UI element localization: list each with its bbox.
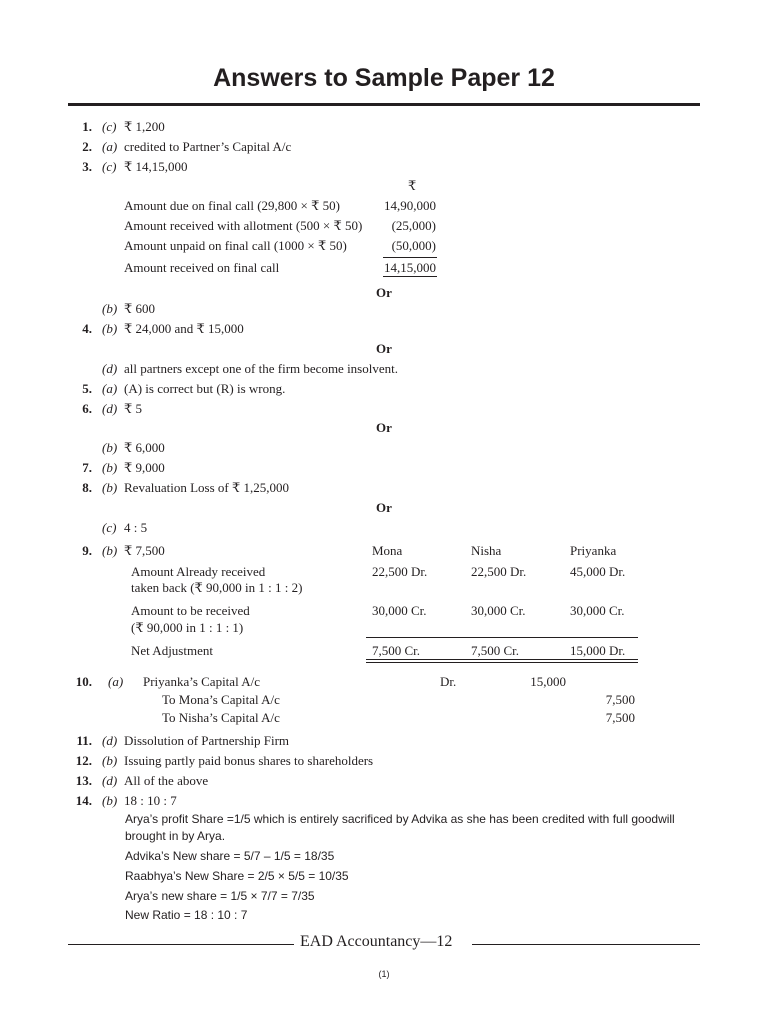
answer-option: (d) (102, 733, 118, 748)
answer-option: (d) (102, 773, 118, 788)
answer-option: (b) (102, 301, 118, 316)
row-label: taken back (₹ 90,000 in 1 : 1 : 2) (131, 580, 303, 595)
answer-text: 4 : 5 (124, 520, 148, 535)
question-number: 9. (82, 543, 92, 558)
question-number: 1. (82, 119, 92, 134)
footer-rule-right (472, 944, 700, 945)
answer-text: ₹ 14,15,000 (124, 159, 188, 174)
row-label: Net Adjustment (131, 643, 213, 658)
page-number: (1) (378, 969, 390, 979)
answer-text: ₹ 7,500 (124, 543, 165, 558)
answer-text: All of the above (124, 773, 209, 788)
question-number: 8. (82, 480, 92, 495)
answer-option: (c) (102, 119, 117, 134)
calc-line: Raabhya’s New Share = 2/5 × 5/5 = 10/35 (125, 869, 349, 883)
or-separator: Or (376, 420, 392, 435)
table-rule (366, 659, 638, 660)
cell-value: 15,000 Dr. (570, 643, 626, 658)
question-number: 14. (75, 793, 92, 808)
calc-label: Amount unpaid on final call (1000 × ₹ 50) (124, 238, 347, 253)
question-number: 3. (82, 159, 92, 174)
journal-credit-amount: 7,500 (605, 710, 635, 725)
calc-label: Amount received on final call (124, 260, 280, 275)
journal-debit-account: Priyanka’s Capital A/c (143, 674, 260, 689)
answer-text: ₹ 1,200 (124, 119, 165, 134)
question-number: 10. (75, 674, 92, 689)
question-number: 5. (82, 381, 92, 396)
sum-rule (383, 257, 437, 258)
table-rule (366, 662, 638, 663)
answer-option: (d) (102, 361, 118, 376)
column-header-nisha: Nisha (471, 543, 502, 558)
question-number: 7. (82, 460, 92, 475)
answer-option: (a) (102, 139, 118, 154)
calc-label: Amount due on final call (29,800 × ₹ 50) (124, 198, 340, 213)
total-rule (383, 276, 437, 277)
or-separator: Or (376, 285, 392, 300)
answer-text: ₹ 600 (124, 301, 156, 316)
cell-value: 30,000 Cr. (471, 603, 526, 618)
table-rule (366, 637, 638, 638)
answer-text: Issuing partly paid bonus shares to shareholders (124, 753, 374, 768)
answer-text: 18 : 10 : 7 (124, 793, 177, 808)
cell-value: 22,500 Dr. (471, 564, 527, 579)
answer-option: (a) (108, 674, 124, 689)
answer-option: (b) (102, 793, 118, 808)
cell-value: 45,000 Dr. (570, 564, 626, 579)
explanation-text: brought in by Arya. (125, 829, 226, 843)
answer-text: ₹ 5 (124, 401, 143, 416)
column-header-priyanka: Priyanka (570, 543, 617, 558)
answer-text: ₹ 24,000 and ₹ 15,000 (124, 321, 244, 336)
answer-text: Dissolution of Partnership Firm (124, 733, 290, 748)
question-number: 13. (75, 773, 92, 788)
answer-text: all partners except one of the firm become insolvent. (124, 361, 398, 376)
answer-option: (c) (102, 159, 117, 174)
answer-option: (b) (102, 460, 118, 475)
cell-value: 7,500 Cr. (372, 643, 421, 658)
row-label: Amount to be received (131, 603, 250, 618)
answer-option: (b) (102, 321, 118, 336)
calc-value: (50,000) (391, 238, 436, 253)
answer-text: ₹ 6,000 (124, 440, 165, 455)
answer-option: (b) (102, 480, 118, 495)
title-rule (68, 103, 700, 106)
column-header-mona: Mona (372, 543, 403, 558)
journal-dr-marker: Dr. (440, 674, 457, 689)
answer-option: (d) (102, 401, 118, 416)
answer-option: (a) (102, 381, 118, 396)
calc-label: Amount received with allotment (500 × ₹ 50) (124, 218, 363, 233)
explanation-text: Arya’s profit Share =1/5 which is entirely sacrificed by Advika as she has been credited with full goodwill (125, 812, 675, 826)
row-label: (₹ 90,000 in 1 : 1 : 1) (131, 620, 244, 635)
answer-text: credited to Partner’s Capital A/c (124, 139, 292, 154)
journal-credit-account: To Mona’s Capital A/c (162, 692, 280, 707)
answer-option: (c) (102, 520, 117, 535)
calc-value: 14,15,000 (384, 260, 436, 275)
cell-value: 30,000 Cr. (372, 603, 427, 618)
or-separator: Or (376, 341, 392, 356)
calc-line: Advika’s New share = 5/7 – 1/5 = 18/35 (125, 849, 335, 863)
question-number: 2. (82, 139, 92, 154)
answer-option: (b) (102, 753, 118, 768)
journal-credit-amount: 7,500 (605, 692, 635, 707)
footer-rule-left (68, 944, 294, 945)
currency-header: ₹ (408, 178, 417, 193)
answer-option: (b) (102, 543, 118, 558)
answer-text: (A) is correct but (R) is wrong. (124, 381, 286, 396)
question-number: 4. (82, 321, 92, 336)
cell-value: 22,500 Dr. (372, 564, 428, 579)
calc-value: 14,90,000 (384, 198, 436, 213)
row-label: Amount Already received (131, 564, 266, 579)
journal-credit-account: To Nisha’s Capital A/c (162, 710, 280, 725)
cell-value: 30,000 Cr. (570, 603, 625, 618)
answer-option: (b) (102, 440, 118, 455)
journal-debit-amount: 15,000 (530, 674, 566, 689)
answer-text: Revaluation Loss of ₹ 1,25,000 (124, 480, 289, 495)
or-separator: Or (376, 500, 392, 515)
question-number: 11. (76, 733, 92, 748)
calc-value: (25,000) (391, 218, 436, 233)
cell-value: 7,500 Cr. (471, 643, 520, 658)
question-number: 12. (75, 753, 92, 768)
footer-title: EAD Accountancy—12 (300, 933, 453, 950)
page-title: Answers to Sample Paper 12 (213, 64, 555, 92)
calc-line: New Ratio = 18 : 10 : 7 (125, 908, 248, 922)
question-number: 6. (82, 401, 92, 416)
calc-line: Arya’s new share = 1/5 × 7/7 = 7/35 (125, 889, 315, 903)
answer-text: ₹ 9,000 (124, 460, 165, 475)
